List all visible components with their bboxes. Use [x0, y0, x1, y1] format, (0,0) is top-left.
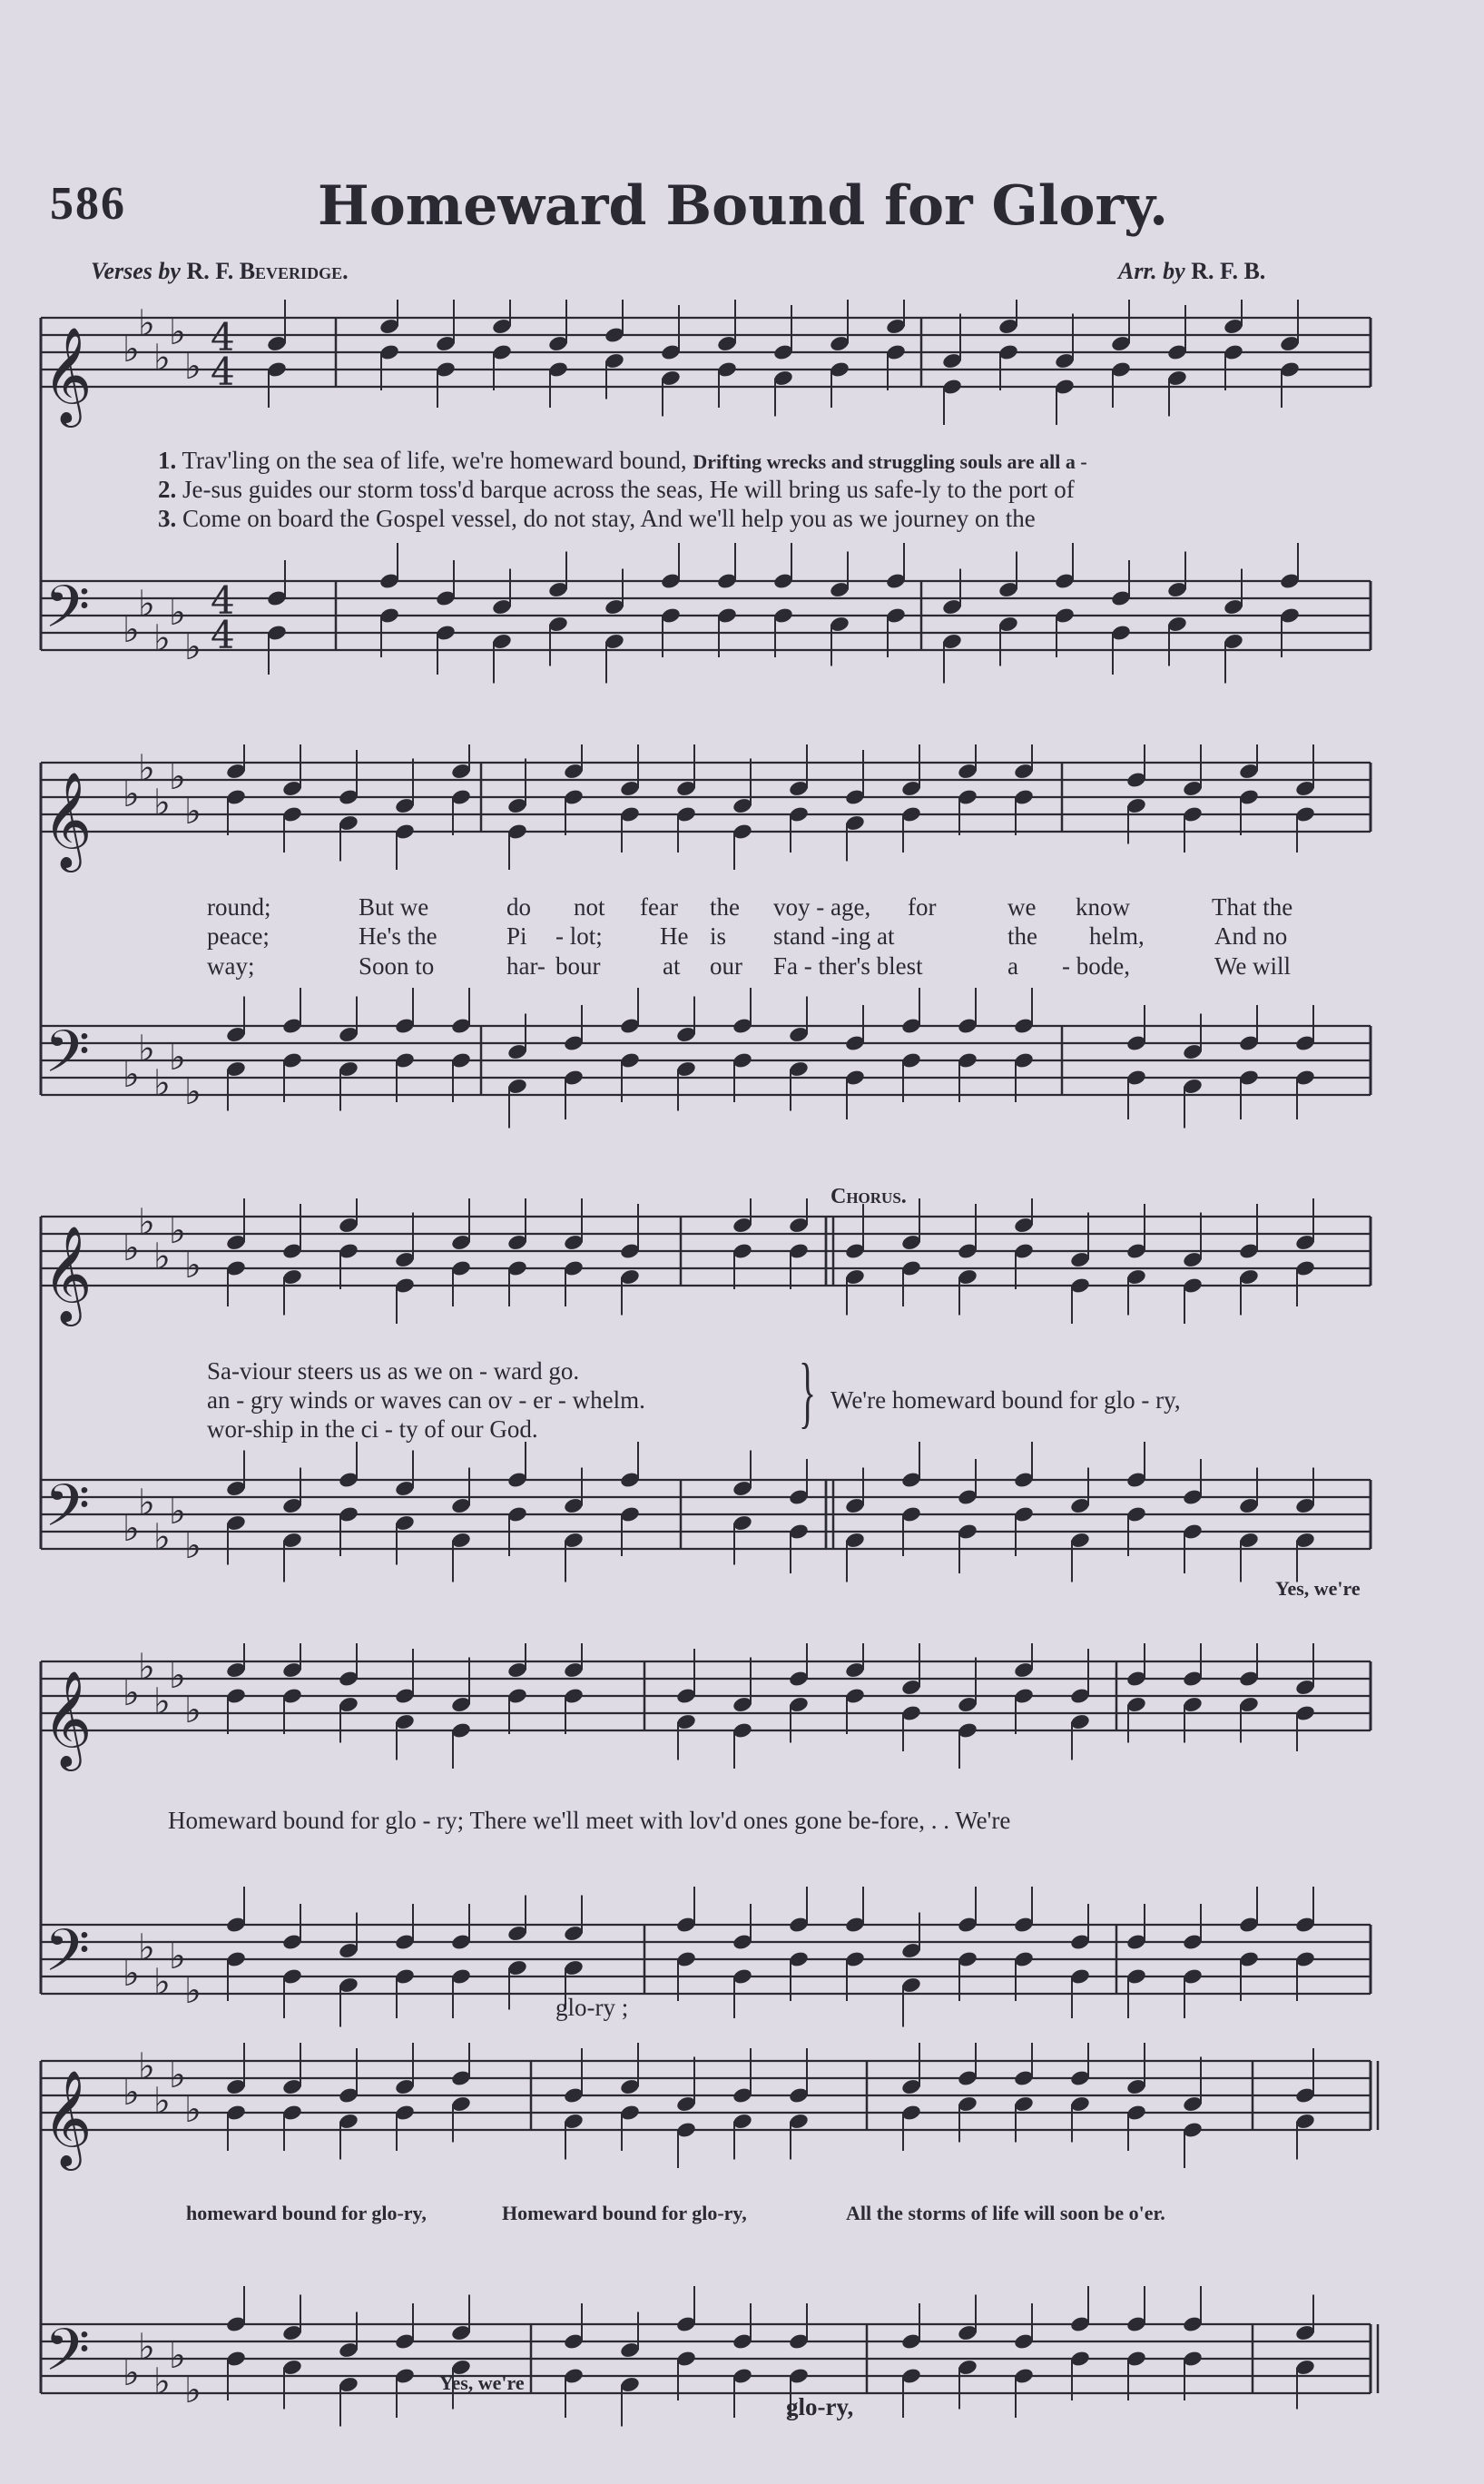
- flat-icon: ♭: [184, 626, 201, 668]
- verse-3-text: Come on board the Gospel vessel, do not stay, And we'll help you as we journey on the: [182, 505, 1036, 532]
- time-signature: 4: [211, 350, 235, 394]
- bass-clef-icon: 𝄢: [44, 2317, 91, 2399]
- flat-icon: ♭: [169, 1037, 186, 1079]
- verse-1-word: fear: [640, 893, 678, 921]
- chorus-label: Chorus.: [830, 1185, 907, 1208]
- verse-3-word: har-: [506, 952, 545, 980]
- verse-3-word: Fa - ther's blest: [773, 952, 923, 980]
- words-credit: [91, 258, 349, 285]
- flat-icon: ♭: [138, 1201, 155, 1244]
- verse-1-word: for: [908, 893, 937, 921]
- flat-icon: ♭: [153, 1516, 171, 1559]
- flat-icon: ♭: [184, 1245, 201, 1286]
- verse-2-word: He: [660, 922, 689, 950]
- verse-1-word: That the: [1212, 893, 1293, 921]
- treble-clef-icon: 𝄞: [43, 1670, 93, 1767]
- flat-icon: ♭: [138, 1927, 155, 1969]
- treble-clef-icon: 𝄞: [43, 771, 93, 868]
- flat-icon: ♭: [123, 1953, 140, 1995]
- hymn-number: 586: [50, 178, 126, 230]
- arranger-credit: [1118, 258, 1265, 285]
- flat-icon: ♭: [123, 329, 140, 370]
- flat-icon: ♭: [138, 583, 155, 626]
- flat-icon: ♭: [138, 1646, 155, 1689]
- flat-icon: ♭: [153, 2361, 171, 2403]
- verse-3-word: way;: [207, 952, 255, 980]
- flat-icon: ♭: [169, 1210, 186, 1252]
- flat-icon: ♭: [153, 617, 171, 660]
- flat-icon: ♭: [184, 791, 201, 833]
- flat-icon: ♭: [138, 2045, 155, 2088]
- flat-icon: ♭: [153, 1062, 171, 1105]
- bass-cue: glo-ry,: [786, 2393, 854, 2420]
- treble-clef-icon: 𝄞: [43, 1225, 93, 1322]
- flat-icon: ♭: [184, 2089, 201, 2131]
- verse-1-text: Trav'ling on the sea of life, we're homeward bound,: [182, 447, 687, 474]
- flat-icon: ♭: [153, 1681, 171, 1723]
- words-credit-author: R. F. Beveridge.: [186, 258, 349, 284]
- verse-2-word: stand -ing at: [773, 922, 895, 950]
- verse-1-line-1: [158, 447, 1087, 475]
- flat-icon: ♭: [138, 2326, 155, 2369]
- verse-number: 2.: [158, 476, 177, 503]
- flat-icon: ♭: [123, 2352, 140, 2394]
- flat-icon: ♭: [184, 1525, 201, 1567]
- system-4-staves: [0, 1643, 1484, 2034]
- time-signature: 4: [211, 315, 235, 360]
- verse-1-word: But we: [359, 893, 429, 921]
- hymn-title: Homeward Bound for Glory.: [318, 174, 1169, 238]
- bass-cue: Yes, we're: [439, 2371, 525, 2394]
- words-credit-label: Verses by: [91, 258, 181, 284]
- verse-1-word: do: [506, 893, 531, 921]
- time-signature: 4: [211, 578, 235, 623]
- flat-icon: ♭: [184, 346, 201, 388]
- verse-3-line-3: wor-ship in the ci - ty of our God.: [207, 1415, 538, 1443]
- flat-icon: ♭: [123, 2072, 140, 2114]
- flat-icon: ♭: [138, 1028, 155, 1070]
- verse-1-word: the: [710, 893, 740, 921]
- flat-icon: ♭: [184, 1970, 201, 2012]
- verse-2-word: peace;: [207, 922, 270, 950]
- verse-brace: }: [799, 1348, 817, 1436]
- verse-1-word: round;: [207, 893, 271, 921]
- verse-2-text: Je-sus guides our storm toss'd barque across the seas, He will bring us safe-ly to the port of: [182, 476, 1075, 503]
- verse-1-tail: Drifting wrecks and struggling souls are all a -: [693, 450, 1087, 473]
- time-signature: 4: [211, 613, 235, 657]
- verse-number: 1.: [158, 447, 177, 474]
- flat-icon: ♭: [153, 2080, 171, 2123]
- chorus-line-1: We're homeward bound for glo - ry,: [830, 1386, 1181, 1414]
- bass-cue: Yes, we're: [1275, 1577, 1361, 1600]
- verse-2-word: helm,: [1089, 922, 1145, 950]
- flat-icon: ♭: [138, 302, 155, 345]
- flat-icon: ♭: [153, 782, 171, 824]
- verse-2-line-3: an - gry winds or waves can ov - er - whelm.: [207, 1386, 645, 1414]
- verse-2-word: is: [710, 922, 727, 950]
- chorus-line-3c: All the storms of life will soon be o'er.: [846, 2202, 1165, 2224]
- verse-1-word: not: [574, 893, 605, 921]
- flat-icon: ♭: [169, 311, 186, 353]
- bass-clef-icon: 𝄢: [44, 1019, 91, 1100]
- flat-icon: ♭: [123, 1508, 140, 1550]
- verse-3-word: at: [663, 952, 681, 980]
- flat-icon: ♭: [184, 1690, 201, 1731]
- treble-clef-icon: 𝄞: [43, 326, 93, 423]
- flat-icon: ♭: [169, 1491, 186, 1533]
- flat-icon: ♭: [169, 592, 186, 634]
- system-5-staves: [0, 2043, 1484, 2433]
- verse-1-line-3: Sa-viour steers us as we on - ward go.: [207, 1357, 580, 1385]
- flat-icon: ♭: [184, 2370, 201, 2411]
- verse-3-word: Soon to: [359, 952, 435, 980]
- flat-icon: ♭: [153, 1961, 171, 2004]
- flat-icon: ♭: [123, 1227, 140, 1269]
- verse-2-word: And no: [1214, 922, 1288, 950]
- flat-icon: ♭: [169, 756, 186, 798]
- verse-3-word: our: [710, 952, 742, 980]
- flat-icon: ♭: [184, 1071, 201, 1113]
- chorus-line-3b: Homeward bound for glo-ry,: [502, 2202, 747, 2224]
- verse-1-word: voy - age,: [773, 893, 871, 921]
- bass-clef-icon: 𝄢: [44, 1473, 91, 1554]
- bass-cue: glo-ry ;: [555, 1994, 629, 2021]
- flat-icon: ♭: [123, 1054, 140, 1096]
- verse-1-word: know: [1076, 893, 1130, 921]
- verse-3-line-1: [158, 505, 1036, 533]
- bass-clef-icon: 𝄢: [44, 1917, 91, 1999]
- verse-2-word: Pi: [506, 922, 527, 950]
- flat-icon: ♭: [123, 609, 140, 651]
- verse-number: 3.: [158, 505, 177, 532]
- flat-icon: ♭: [169, 1655, 186, 1697]
- treble-clef-icon: 𝄞: [43, 2069, 93, 2166]
- verse-2-word: - lot;: [555, 922, 603, 950]
- verse-2-line-1: [158, 476, 1075, 504]
- arranger-credit-author: R. F. B.: [1191, 258, 1266, 284]
- flat-icon: ♭: [138, 747, 155, 790]
- verse-2-word: the: [1007, 922, 1037, 950]
- verse-3-word: - bode,: [1062, 952, 1130, 980]
- flat-icon: ♭: [169, 1936, 186, 1977]
- flat-icon: ♭: [138, 1482, 155, 1524]
- flat-icon: ♭: [169, 2055, 186, 2096]
- verse-3-word: bour: [555, 952, 601, 980]
- bass-clef-icon: 𝄢: [44, 574, 91, 656]
- verse-3-word: a: [1007, 952, 1018, 980]
- arranger-credit-label: Arr. by: [1118, 258, 1185, 284]
- verse-3-word: We will: [1214, 952, 1292, 980]
- verse-2-word: He's the: [359, 922, 437, 950]
- flat-icon: ♭: [153, 1236, 171, 1278]
- flat-icon: ♭: [123, 774, 140, 815]
- flat-icon: ♭: [153, 337, 171, 380]
- flat-icon: ♭: [123, 1672, 140, 1714]
- verse-1-word: we: [1007, 893, 1037, 921]
- chorus-line-2: Homeward bound for glo - ry; There we'll meet with lov'd ones gone be-fore, . . We're: [168, 1807, 1011, 1834]
- chorus-line-3a: homeward bound for glo-ry,: [186, 2202, 427, 2224]
- flat-icon: ♭: [169, 2335, 186, 2377]
